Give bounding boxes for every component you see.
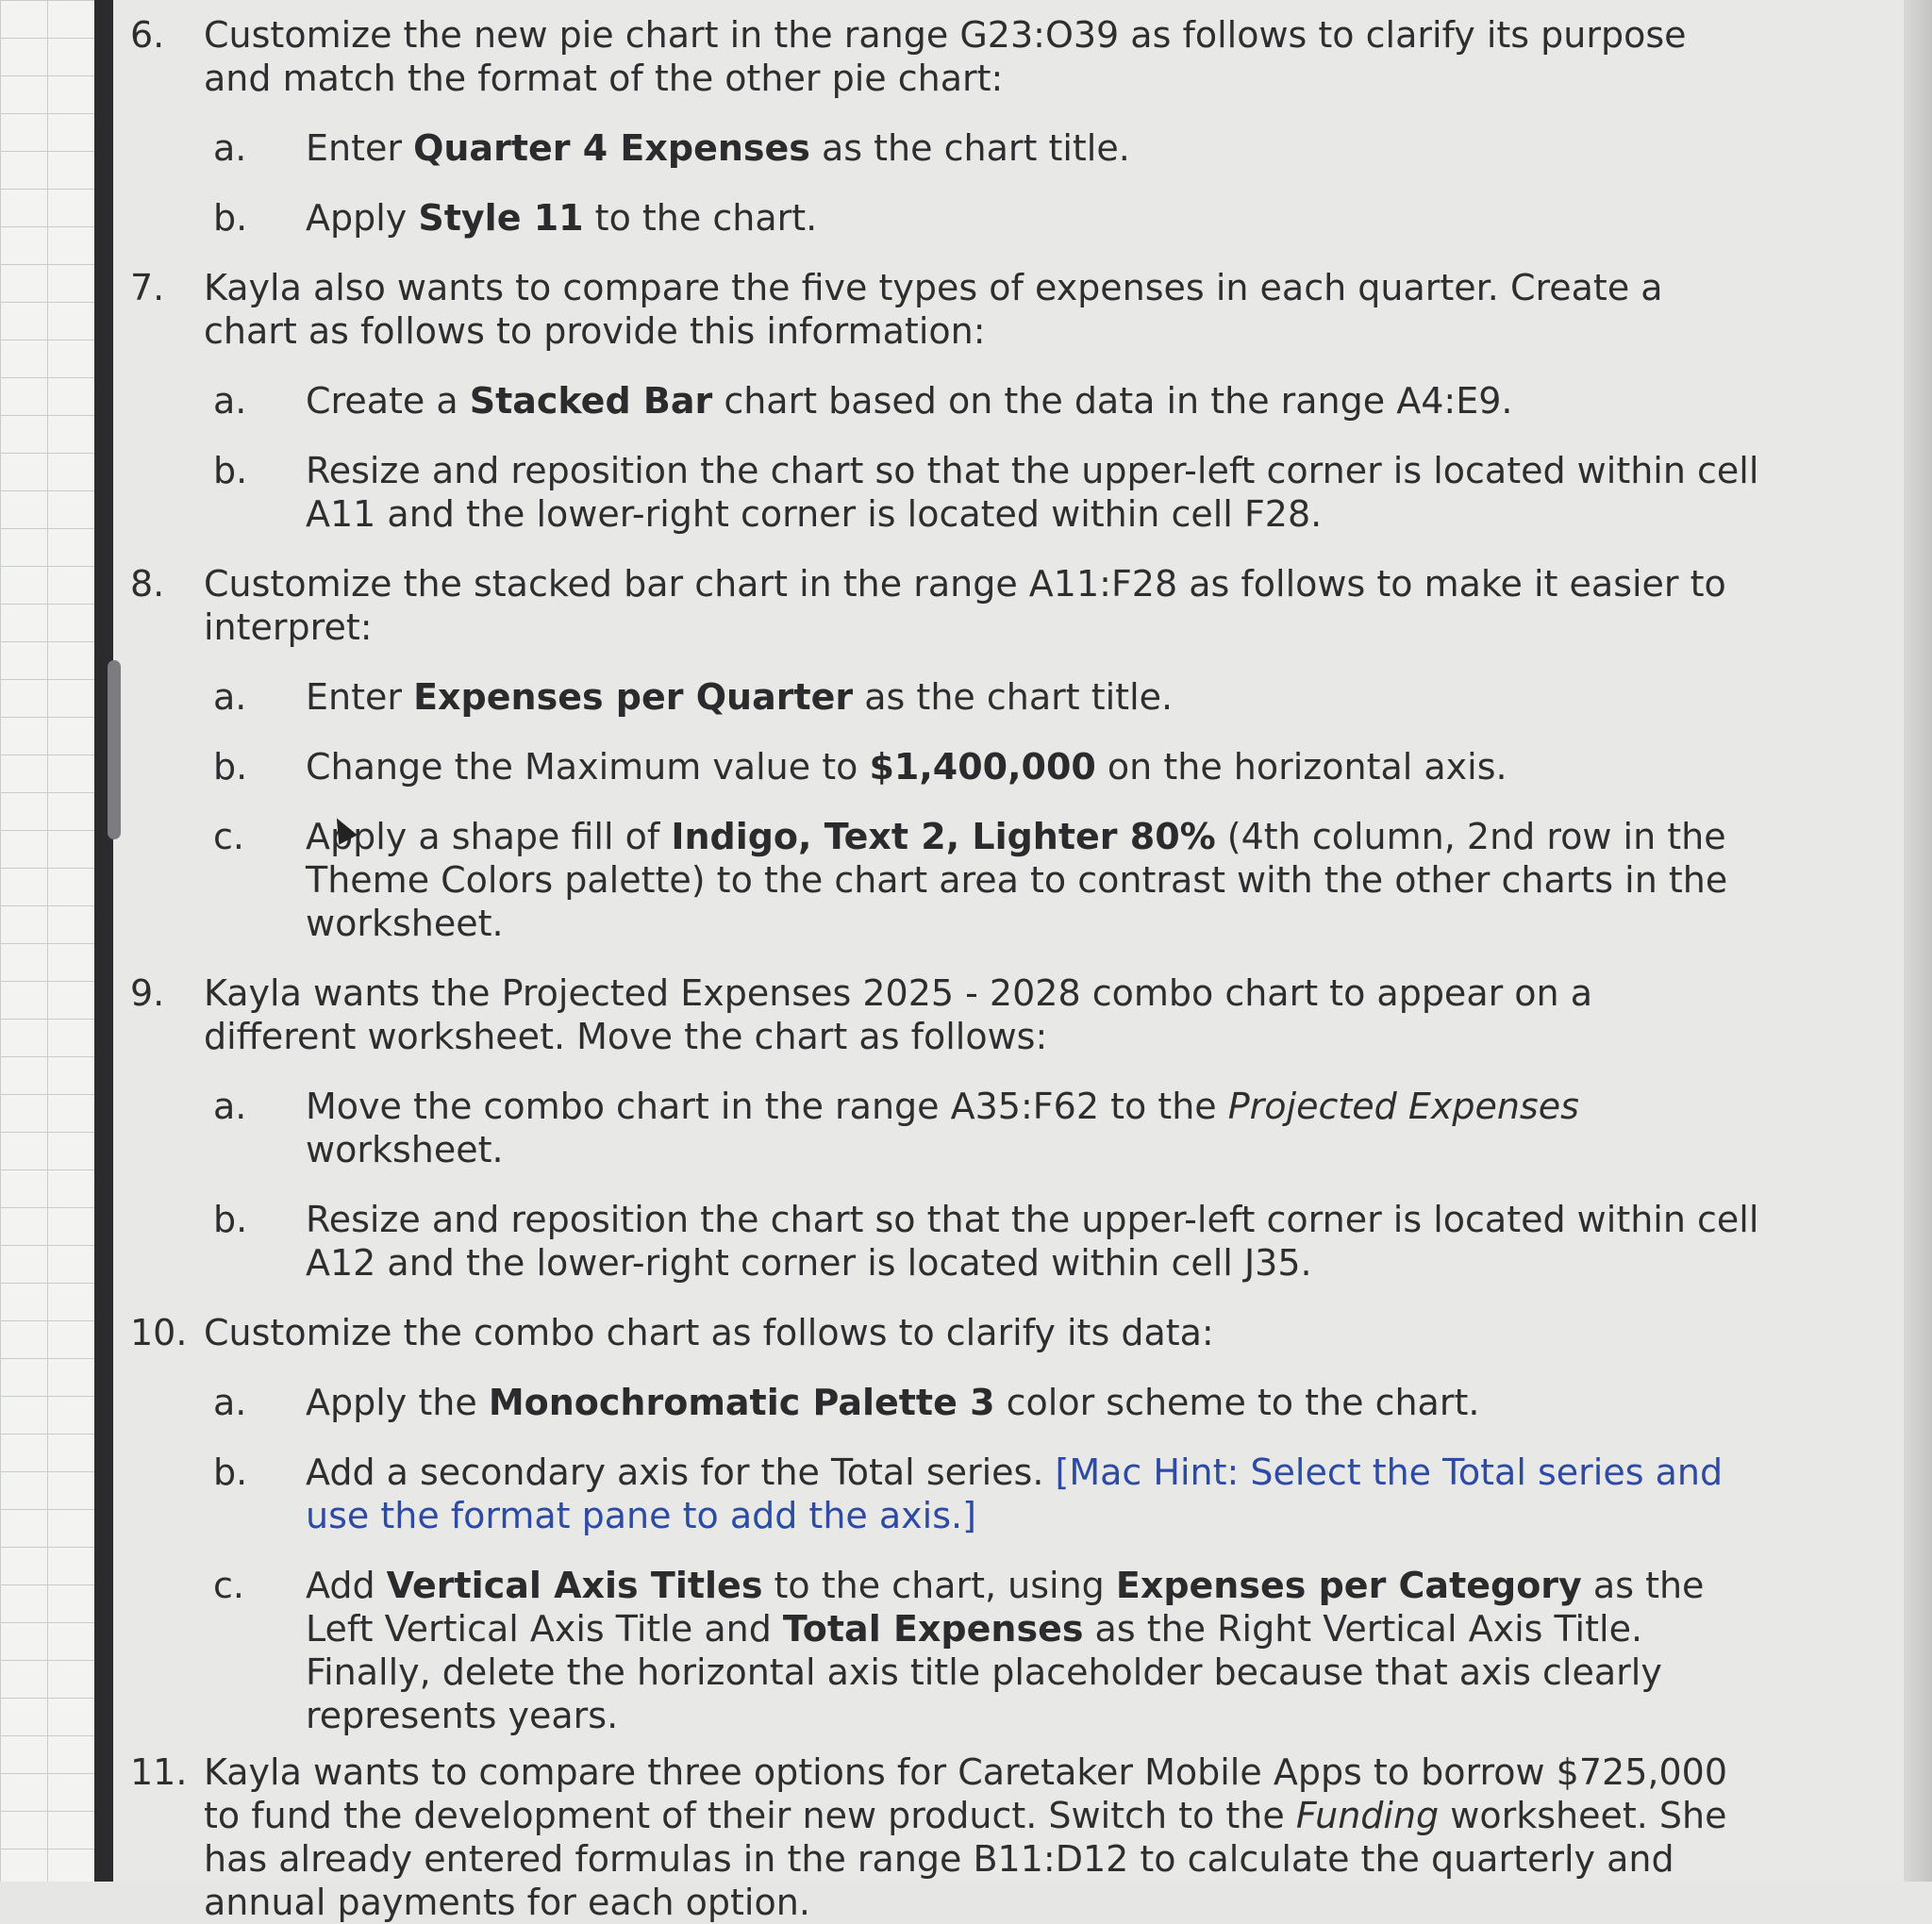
- substep-text: Add Vertical Axis Titles to the chart, using Expenses per Category as the Left Vertical Axis Title and Total Expenses as the Right Vertical Axis Title. Finally, delete the horizontal axis title placeholder because that axis clearly represents years.: [306, 1565, 1705, 1736]
- substep-8a: [204, 675, 1774, 719]
- screen-right-edge: [1904, 0, 1932, 1882]
- mac-hint: [Mac Hint: Select the Total series and use the format pane to add the axis.]: [306, 1451, 1724, 1536]
- substep-text: Apply a shape fill of Indigo, Text 2, Lighter 80% (4th column, 2nd row in the Theme Colors palette) to the chart area to contrast with the other charts in the worksheet.: [306, 816, 1728, 944]
- substep-letter: b.: [213, 450, 248, 491]
- substep-text: Change the Maximum value to $1,400,000 on the horizontal axis.: [306, 746, 1507, 788]
- substep-letter: b.: [213, 197, 248, 239]
- step-intro: Customize the new pie chart in the range G23:O39 as follows to clarify its purpose and match the format of the other pie chart:: [204, 14, 1687, 99]
- substep-text: Enter Expenses per Quarter as the chart title.: [306, 676, 1174, 718]
- step-number: 8.: [130, 563, 165, 605]
- substep-letter: c.: [213, 816, 244, 857]
- step-intro: Kayla wants to compare three options for Caretaker Mobile Apps to borrow $725,000 to fund the development of their new product. Switch to the Funding worksheet. She has already entered formulas in the range B11:D12 to calculate the quarterly and annual payments for each option.: [204, 1751, 1727, 1923]
- substep-text: Move the combo chart in the range A35:F62 to the Projected Expenses worksheet.: [306, 1086, 1579, 1170]
- substep-letter: b.: [213, 1451, 248, 1493]
- substep-text: Apply the Monochromatic Palette 3 color scheme to the chart.: [306, 1382, 1480, 1423]
- step-intro: Customize the combo chart as follows to clarify its data:: [204, 1312, 1214, 1353]
- step-number: 6.: [130, 14, 165, 56]
- substep-9b: [204, 1198, 1774, 1285]
- step-number: 9.: [130, 972, 165, 1014]
- substep-text: Add a secondary axis for the Total series. [Mac Hint: Select the Total series and use the format pane to add the axis.]: [306, 1451, 1724, 1536]
- substep-letter: a.: [213, 380, 247, 422]
- step-7: [113, 266, 1774, 536]
- substep-6b: [204, 196, 1774, 240]
- substep-text: Apply Style 11 to the chart.: [306, 197, 818, 239]
- substep-9a: [204, 1085, 1774, 1171]
- substep-letter: a.: [213, 1086, 247, 1127]
- substep-text: Enter Quarter 4 Expenses as the chart title.: [306, 127, 1130, 169]
- substep-letter: b.: [213, 1199, 248, 1240]
- substep-6a: [204, 126, 1774, 170]
- substep-text: Create a Stacked Bar chart based on the data in the range A4:E9.: [306, 380, 1513, 422]
- substep-10a: [204, 1381, 1774, 1424]
- step-intro: Kayla also wants to compare the five types of expenses in each quarter. Create a chart as follows to provide this information:: [204, 267, 1663, 352]
- step-number: 11.: [130, 1751, 188, 1793]
- page-edge-bar: [94, 0, 113, 1882]
- step-6: [113, 13, 1774, 240]
- step-intro: Kayla wants the Projected Expenses 2025 - 2028 combo chart to appear on a different worksheet. Move the chart as follows:: [204, 972, 1592, 1057]
- step-9: [113, 971, 1774, 1285]
- substep-7b: [204, 449, 1774, 536]
- step-11: [113, 1750, 1774, 1924]
- substep-text: Resize and reposition the chart so that the upper-left corner is located within cell A12 and the lower-right corner is located within cell J35.: [306, 1199, 1759, 1284]
- substep-8c: [204, 815, 1774, 945]
- substep-text: Resize and reposition the chart so that the upper-left corner is located within cell A11 and the lower-right corner is located within cell F28.: [306, 450, 1759, 535]
- substep-8b: [204, 745, 1774, 788]
- spreadsheet-grid-strip: [0, 0, 94, 1882]
- substep-letter: a.: [213, 676, 247, 718]
- step-intro: Customize the stacked bar chart in the range A11:F28 as follows to make it easier to interpret:: [204, 563, 1726, 648]
- substep-letter: a.: [213, 127, 247, 169]
- substep-7a: [204, 379, 1774, 423]
- substep-letter: c.: [213, 1565, 244, 1606]
- step-8: [113, 562, 1774, 945]
- substep-10c: [204, 1564, 1774, 1737]
- step-10: [113, 1311, 1774, 1737]
- step-number: 10.: [130, 1312, 188, 1353]
- step-number: 7.: [130, 267, 165, 308]
- substep-10b: [204, 1451, 1774, 1537]
- substep-letter: a.: [213, 1382, 247, 1423]
- instruction-list: [113, 13, 1774, 1924]
- substep-letter: b.: [213, 746, 248, 788]
